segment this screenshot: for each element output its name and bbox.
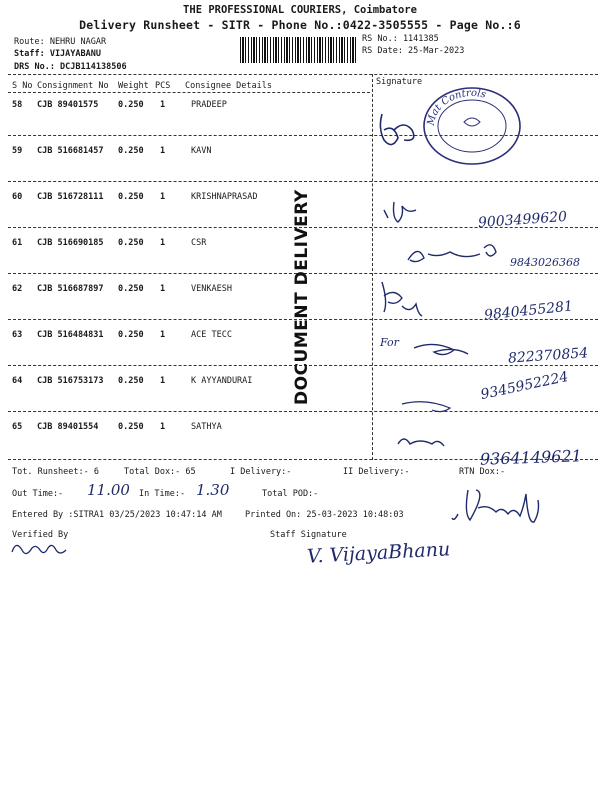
row-sno: 62 — [12, 284, 23, 294]
row-consignment: CJB 89401575 — [37, 100, 99, 110]
row-sno: 59 — [12, 146, 23, 156]
seal-text: Mat Controls — [425, 87, 487, 127]
i-delivery: I Delivery:- — [230, 467, 292, 477]
col-signature: Signature — [376, 77, 423, 87]
drs-number: DRS No.: DCJB114138506 — [14, 62, 127, 72]
row-weight: 0.250 — [118, 422, 144, 432]
row-consignment: CJB 516687897 — [37, 284, 104, 294]
row-consignment: CJB 516728111 — [37, 192, 104, 202]
row-consignment: CJB 516681457 — [37, 146, 104, 156]
printed-on: Printed On: 25-03-2023 10:48:03 — [245, 510, 404, 520]
verified-by-label: Verified By — [12, 530, 69, 540]
handwritten-for: For — [380, 336, 399, 349]
row-pcs: 1 — [160, 146, 166, 156]
rtn-dox: RTN Dox:- — [459, 467, 506, 477]
total-pod-label: Total POD:- — [262, 489, 319, 499]
company-title: THE PROFESSIONAL COURIERS, Coimbatore — [183, 4, 417, 16]
ii-delivery: II Delivery:- — [343, 467, 410, 477]
out-time-value: 11.00 — [87, 481, 130, 499]
barcode — [240, 37, 358, 63]
row-sno: 61 — [12, 238, 23, 248]
row-consignee: ACE TECC — [191, 330, 232, 340]
entered-by: Entered By :SITRA1 03/25/2023 10:47:14 AM — [12, 510, 222, 520]
row-sno: 65 — [12, 422, 23, 432]
row-weight: 0.250 — [118, 376, 144, 386]
row-consignment: CJB 89401554 — [37, 422, 99, 432]
verified-by-signature — [8, 536, 78, 560]
staff-signature-label: Staff Signature — [270, 530, 347, 540]
in-time-label: In Time:- — [139, 489, 186, 499]
col-pcs: PCS — [155, 81, 171, 91]
row-consignment: CJB 516484831 — [37, 330, 104, 340]
handwritten-phone: 9003499620 — [477, 208, 568, 232]
row-consignee: VENKAESH — [191, 284, 232, 294]
row-sno: 63 — [12, 330, 23, 340]
document-delivery-stamp: DOCUMENT DELIVERY — [292, 189, 312, 405]
authorized-signature — [448, 482, 552, 532]
rs-number: RS No.: 1141385 — [362, 34, 439, 44]
route-label: Route: NEHRU NAGAR — [14, 37, 107, 47]
staff-label: Staff: VIJAYABANU — [14, 49, 101, 59]
row-pcs: 1 — [160, 330, 166, 340]
row-sno: 58 — [12, 100, 23, 110]
row-weight: 0.250 — [118, 330, 144, 340]
row-consignee: SATHYA — [191, 422, 222, 432]
row-sno: 60 — [12, 192, 23, 202]
col-sno: S No — [12, 81, 33, 91]
row-consignee: CSR — [191, 238, 207, 248]
handwritten-phone: 9843026368 — [510, 256, 580, 269]
row-consignment: CJB 516753173 — [37, 376, 104, 386]
row-consignee: KRISHNAPRASAD — [191, 192, 258, 202]
col-consignment: Consignment No — [37, 81, 109, 91]
row-sno: 64 — [12, 376, 23, 386]
row-weight: 0.250 — [118, 238, 144, 248]
handwritten-signatures — [372, 92, 598, 460]
divider — [8, 92, 370, 93]
divider — [8, 74, 598, 75]
row-pcs: 1 — [160, 238, 166, 248]
staff-signature-handwriting: V. VijayaBhanu — [306, 538, 451, 568]
row-consignment: CJB 516690185 — [37, 238, 104, 248]
runsheet-subtitle: Delivery Runsheet - SITR - Phone No.:0422-3505555 - Page No.:6 — [79, 18, 521, 32]
row-pcs: 1 — [160, 192, 166, 202]
row-pcs: 1 — [160, 100, 166, 110]
handwritten-phone: 822370854 — [507, 345, 589, 367]
row-consignee: KAVN — [191, 146, 212, 156]
total-runsheet: Tot. Runsheet:- 6 — [12, 467, 99, 477]
row-pcs: 1 — [160, 376, 166, 386]
handwritten-phone: 9840455281 — [483, 298, 574, 324]
row-consignee: PRADEEP — [191, 100, 227, 110]
in-time-value: 1.30 — [196, 481, 230, 499]
col-weight: Weight — [118, 81, 149, 91]
row-weight: 0.250 — [118, 146, 144, 156]
row-pcs: 1 — [160, 422, 166, 432]
row-weight: 0.250 — [118, 192, 144, 202]
total-dox: Total Dox:- 65 — [124, 467, 196, 477]
rs-date: RS Date: 25-Mar-2023 — [362, 46, 465, 56]
row-weight: 0.250 — [118, 284, 144, 294]
handwritten-phone: 9364149621 — [479, 446, 583, 469]
out-time-label: Out Time:- — [12, 489, 64, 499]
row-consignee: K AYYANDURAI — [191, 376, 253, 386]
col-consignee: Consignee Details — [185, 81, 272, 91]
handwritten-phone: 9345952224 — [479, 368, 570, 404]
row-weight: 0.250 — [118, 100, 144, 110]
row-pcs: 1 — [160, 284, 166, 294]
